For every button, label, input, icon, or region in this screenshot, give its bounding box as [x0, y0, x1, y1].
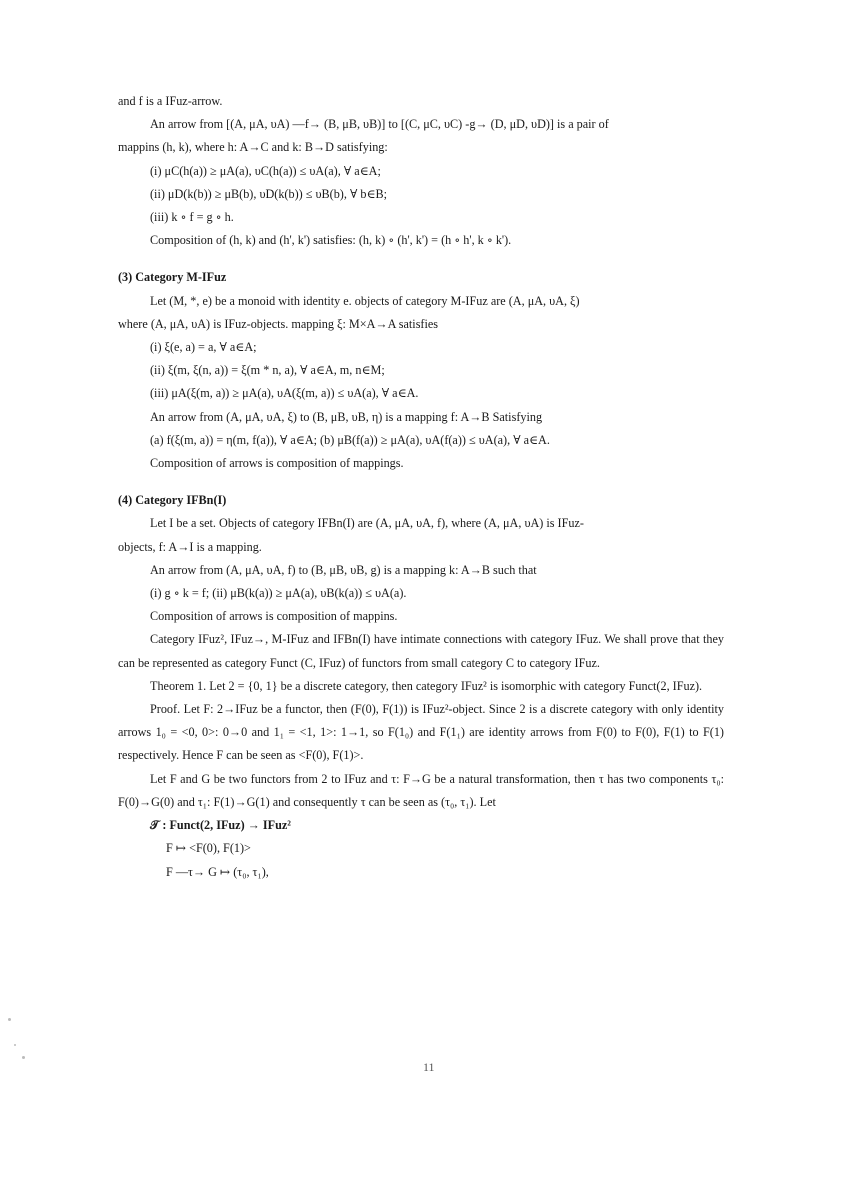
text-line: Let (M, *, e) be a monoid with identity e. objects of category M-IFuz are (A, μA, υA, ξ): [150, 293, 580, 308]
text-line: and f is a IFuz-arrow.: [118, 94, 223, 108]
scan-speck: [14, 1044, 16, 1046]
text-line: (i) ξ(e, a) = a, ∀ a∈A;: [150, 340, 257, 355]
section-heading: (3) Category M-IFuz: [118, 270, 227, 285]
theorem: Theorem 1. Let 2 = {0, 1} be a discrete category, then category IFuz² is isomorphic with category Funct(2, IFuz).: [150, 678, 703, 693]
text-line: (i) g ∘ k = f; (ii) μB(k(a)) ≥ μA(a), υB(k(a)) ≤ υA(a).: [150, 586, 407, 601]
text-line: (i) μC(h(a)) ≥ μA(a), υC(h(a)) ≤ υA(a), ∀ a∈A;: [150, 163, 381, 178]
document-body: [118, 90, 724, 884]
text-line: Let I be a set. Objects of category IFBn(I) are (A, μA, υA, f), where (A, μA, υA) is IFuz-: [150, 516, 584, 531]
formula-line: F —τ→ G ↦ (τ₀, τ₁),: [166, 864, 269, 879]
text-line: objects, f: A→I is a mapping.: [118, 539, 262, 554]
page-number: 11: [423, 1060, 435, 1074]
text-line: Composition of (h, k) and (h', k') satisfies: (h, k) ∘ (h', k') = (h ∘ h', k ∘ k').: [150, 233, 512, 248]
formula-line: 𝒯 : Funct(2, IFuz) → IFuz²: [150, 818, 291, 833]
text-line: (ii) ξ(m, ξ(n, a)) = ξ(m * n, a), ∀ a∈A, m, n∈M;: [150, 363, 385, 378]
text-line: An arrow from [(A, μA, υA) —f→ (B, μB, υB)] to [(C, μC, υC) -g→ (D, μD, υD)] is a pair of: [150, 117, 609, 132]
scan-speck: [8, 1018, 11, 1021]
formula-line: F ↦ <F(0), F(1)>: [166, 841, 251, 856]
text-line: (a) f(ξ(m, a)) = η(m, f(a)), ∀ a∈A; (b) μB(f(a)) ≥ μA(a), υA(f(a)) ≤ υA(a), ∀ a∈A.: [150, 432, 550, 447]
text-line: (ii) μD(k(b)) ≥ μB(b), υD(k(b)) ≤ υB(b), ∀ b∈B;: [150, 186, 387, 201]
paragraph: Category IFuz², IFuz→, M-IFuz and IFBn(I) have intimate connections with category IFuz. We shall prove that they can be represented as category Funct (C, IFuz) of functors from small category C to category IFuz.: [118, 632, 724, 670]
scan-speck: [22, 1056, 25, 1059]
paragraph: Let F and G be two functors from 2 to IFuz and τ: F→G be a natural transformation, then τ has two components τ₀: F(0)→G(0) and τ₁: F(1)→G(1) and consequently τ can be seen as (τ₀, τ₁). Let: [118, 771, 724, 809]
proof: Proof. Let F: 2→IFuz be a functor, then (F(0), F(1)) is IFuz²-object. Since 2 is a discrete category with only identity arrows 1₀ = <0, 0>: 0→0 and 1₁ = <1, 1>: 1→1, so F(1₀) and F(1₁) are identity arrows from F(0) to F(0), F(1) to F(1) respectively. Hence F can be seen as <F(0), F(1)>.: [118, 702, 724, 763]
text-line: (iii) μA(ξ(m, a)) ≥ μA(a), υA(ξ(m, a)) ≤ υA(a), ∀ a∈A.: [150, 386, 419, 401]
text-line: mappins (h, k), where h: A→C and k: B→D satisfying:: [118, 140, 388, 155]
text-line: An arrow from (A, μA, υA, f) to (B, μB, υB, g) is a mapping k: A→B such that: [150, 562, 537, 577]
text-line: Composition of arrows is composition of mappins.: [150, 609, 398, 624]
text-line: (iii) k ∘ f = g ∘ h.: [150, 210, 234, 225]
text-line: An arrow from (A, μA, υA, ξ) to (B, μB, υB, η) is a mapping f: A→B Satisfying: [150, 409, 543, 424]
text-line: Composition of arrows is composition of mappings.: [150, 456, 404, 471]
section-heading: (4) Category IFBn(I): [118, 493, 227, 508]
text-line: where (A, μA, υA) is IFuz-objects. mapping ξ: M×A→A satisfies: [118, 316, 439, 331]
